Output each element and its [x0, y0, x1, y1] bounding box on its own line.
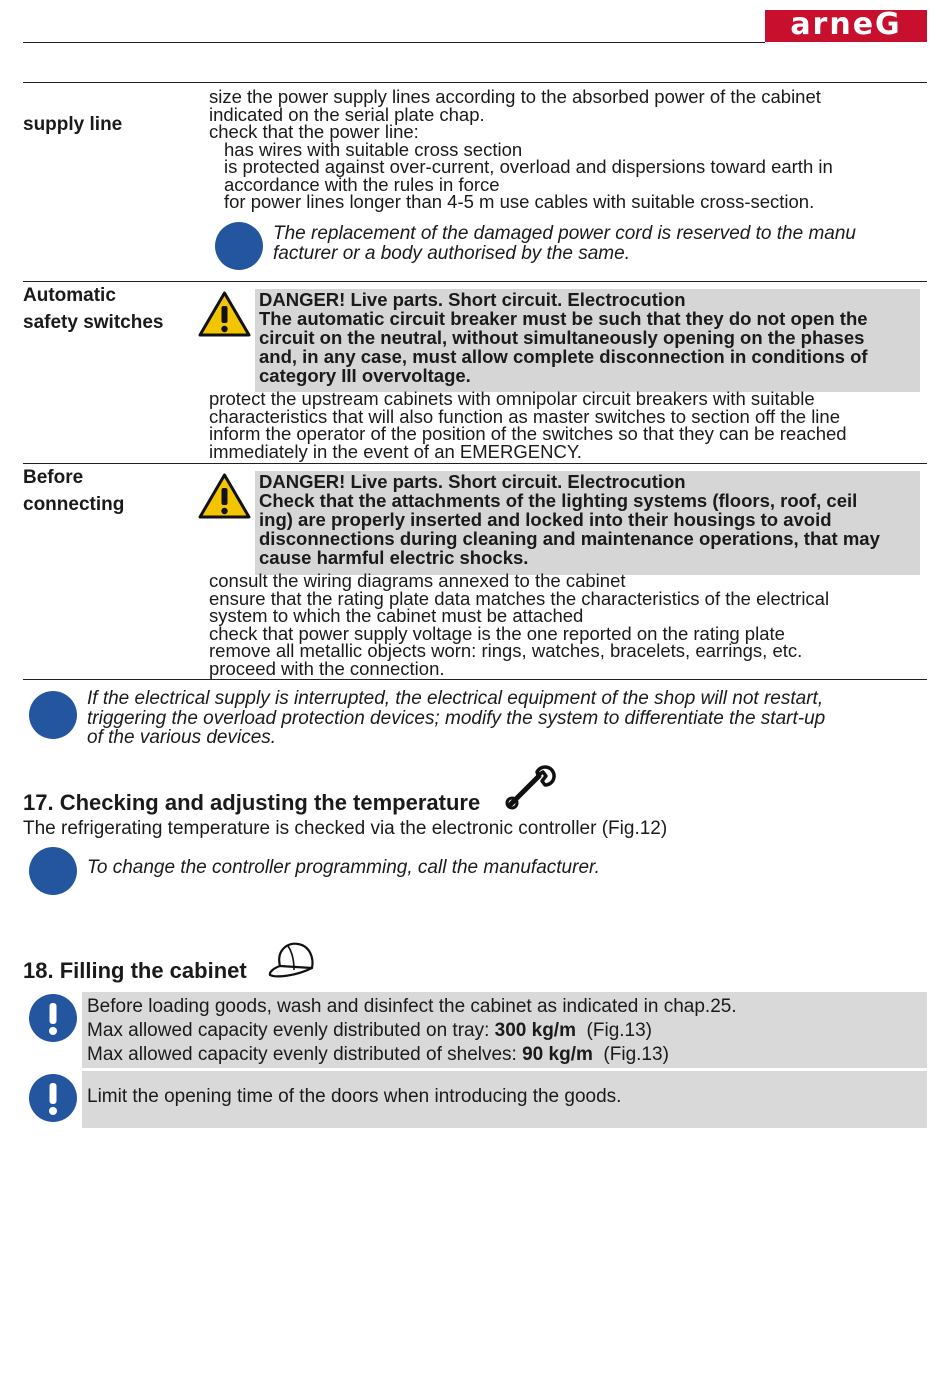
- info-circle-icon: [29, 691, 77, 739]
- box-text: Max allowed capacity evenly distributed on tray:: [87, 1020, 495, 1041]
- shelf-capacity: 90 kg/m: [522, 1044, 593, 1065]
- danger-line: DANGER! Live parts. Short circuit. Electrocution: [259, 471, 686, 492]
- box-line: [87, 1019, 922, 1043]
- info-circle-icon: [215, 222, 263, 270]
- text-line: ensure that the rating plate data matches the characteristics of the electrical: [209, 587, 830, 609]
- danger-box: [255, 289, 920, 392]
- warning-triangle-icon: [197, 472, 252, 520]
- mandatory-notice-icon: [29, 1074, 77, 1122]
- label-line: safety switches: [23, 312, 164, 333]
- danger-line: and, in any case, must allow complete disconnection in conditions of: [259, 346, 868, 367]
- note-line: The replacement of the damaged power cord is reserved to the manu: [273, 223, 856, 244]
- loading-info-box: [82, 992, 927, 1068]
- cap-icon: [266, 940, 316, 982]
- section-17-note: To change the controller programming, call the manufacturer.: [87, 857, 600, 878]
- note-line: of the various devices.: [87, 727, 277, 748]
- wrench-icon: [505, 762, 557, 810]
- note-line: triggering the overload protection devices; modify the system to differentiate the start-up: [87, 707, 826, 729]
- section-divider: [23, 82, 927, 83]
- danger-line: DANGER! Live parts. Short circuit. Electrocution: [259, 289, 686, 310]
- danger-line: cause harmful electric shocks.: [259, 547, 529, 568]
- info-circle-icon: [29, 847, 77, 895]
- text-line: proceed with the connection.: [209, 657, 445, 679]
- text-line: characteristics that will also function as master switches to section off the line: [209, 405, 840, 427]
- box-text: (Fig.13): [592, 1044, 669, 1065]
- text-line: inform the operator of the position of the switches so that they can be reached: [209, 423, 847, 444]
- text-line: has wires with suitable cross section: [224, 138, 523, 160]
- arneg-logo: arneG: [765, 10, 927, 42]
- section-18-heading: 18. Filling the cabinet: [23, 958, 247, 983]
- supply-line-label: supply line: [23, 114, 123, 135]
- section-divider: [23, 463, 927, 464]
- text-line: remove all metallic objects worn: rings, watches, bracelets, earrings, etc.: [209, 640, 803, 661]
- text-line: size the power supply lines according to the absorbed power of the cabinet: [209, 86, 821, 107]
- power-note: [87, 689, 927, 748]
- danger-line: ing) are properly inserted and locked into their housings to avoid: [259, 509, 832, 530]
- text-line: system to which the cabinet must be attached: [209, 605, 584, 626]
- note-line: If the electrical supply is interrupted, the electrical equipment of the shop will not restart,: [87, 688, 824, 709]
- text-line: accordance with the rules in force: [224, 173, 500, 195]
- text-line: protect the upstream cabinets with omnipolar circuit breakers with suitable: [209, 388, 815, 409]
- box-line: Limit the opening time of the doors when introducing the goods.: [87, 1086, 622, 1107]
- label-line: Automatic: [23, 285, 116, 306]
- text-line: immediately in the event of an EMERGENCY.: [209, 440, 582, 462]
- danger-line: The automatic circuit breaker must be such that they do not open the: [259, 308, 868, 329]
- danger-line: circuit on the neutral, without simultaneously opening on the phases: [259, 327, 865, 348]
- text-line: check that the power line:: [209, 121, 419, 142]
- mandatory-notice-icon: [29, 994, 77, 1042]
- box-line: [87, 1043, 922, 1067]
- box-text: Max allowed capacity evenly distributed of shelves:: [87, 1044, 523, 1065]
- text-line: consult the wiring diagrams annexed to the cabinet: [209, 570, 626, 591]
- text-line: is protected against over-current, overload and dispersions toward earth in: [224, 156, 833, 177]
- danger-box: [255, 471, 920, 575]
- warning-triangle-icon: [197, 290, 252, 338]
- text-line: check that power supply voltage is the one reported on the rating plate: [209, 622, 785, 644]
- note-line: facturer or a body authorised by the same.: [273, 242, 630, 264]
- auto-switches-text: [209, 390, 925, 460]
- text-line: indicated on the serial plate chap.: [209, 103, 485, 125]
- label-line: connecting: [23, 494, 125, 515]
- section-17-heading: 17. Checking and adjusting the temperature: [23, 790, 481, 815]
- label-line: Before: [23, 467, 84, 488]
- header-rule: [23, 42, 765, 43]
- supply-line-note: [273, 224, 923, 263]
- supply-line-text: [209, 88, 925, 211]
- text-line: for power lines longer than 4-5 m use cables with suitable cross-section.: [224, 191, 815, 212]
- door-opening-box: [82, 1071, 927, 1128]
- danger-line: disconnections during cleaning and maintenance operations, that may: [259, 528, 880, 549]
- box-line: Before loading goods, wash and disinfect the cabinet as indicated in chap.25.: [87, 996, 737, 1017]
- danger-line: Check that the attachments of the lighting systems (floors, roof, ceil: [259, 490, 858, 511]
- auto-switches-label: [23, 282, 163, 336]
- box-text: (Fig.13): [575, 1020, 653, 1041]
- before-connecting-label: [23, 464, 124, 518]
- danger-line: category III overvoltage.: [259, 365, 471, 386]
- section-divider: [23, 679, 927, 680]
- tray-capacity: 300 kg/m: [494, 1020, 576, 1041]
- before-connecting-text: [209, 572, 925, 677]
- section-17-text: The refrigerating temperature is checked via the electronic controller (Fig.12): [23, 818, 668, 839]
